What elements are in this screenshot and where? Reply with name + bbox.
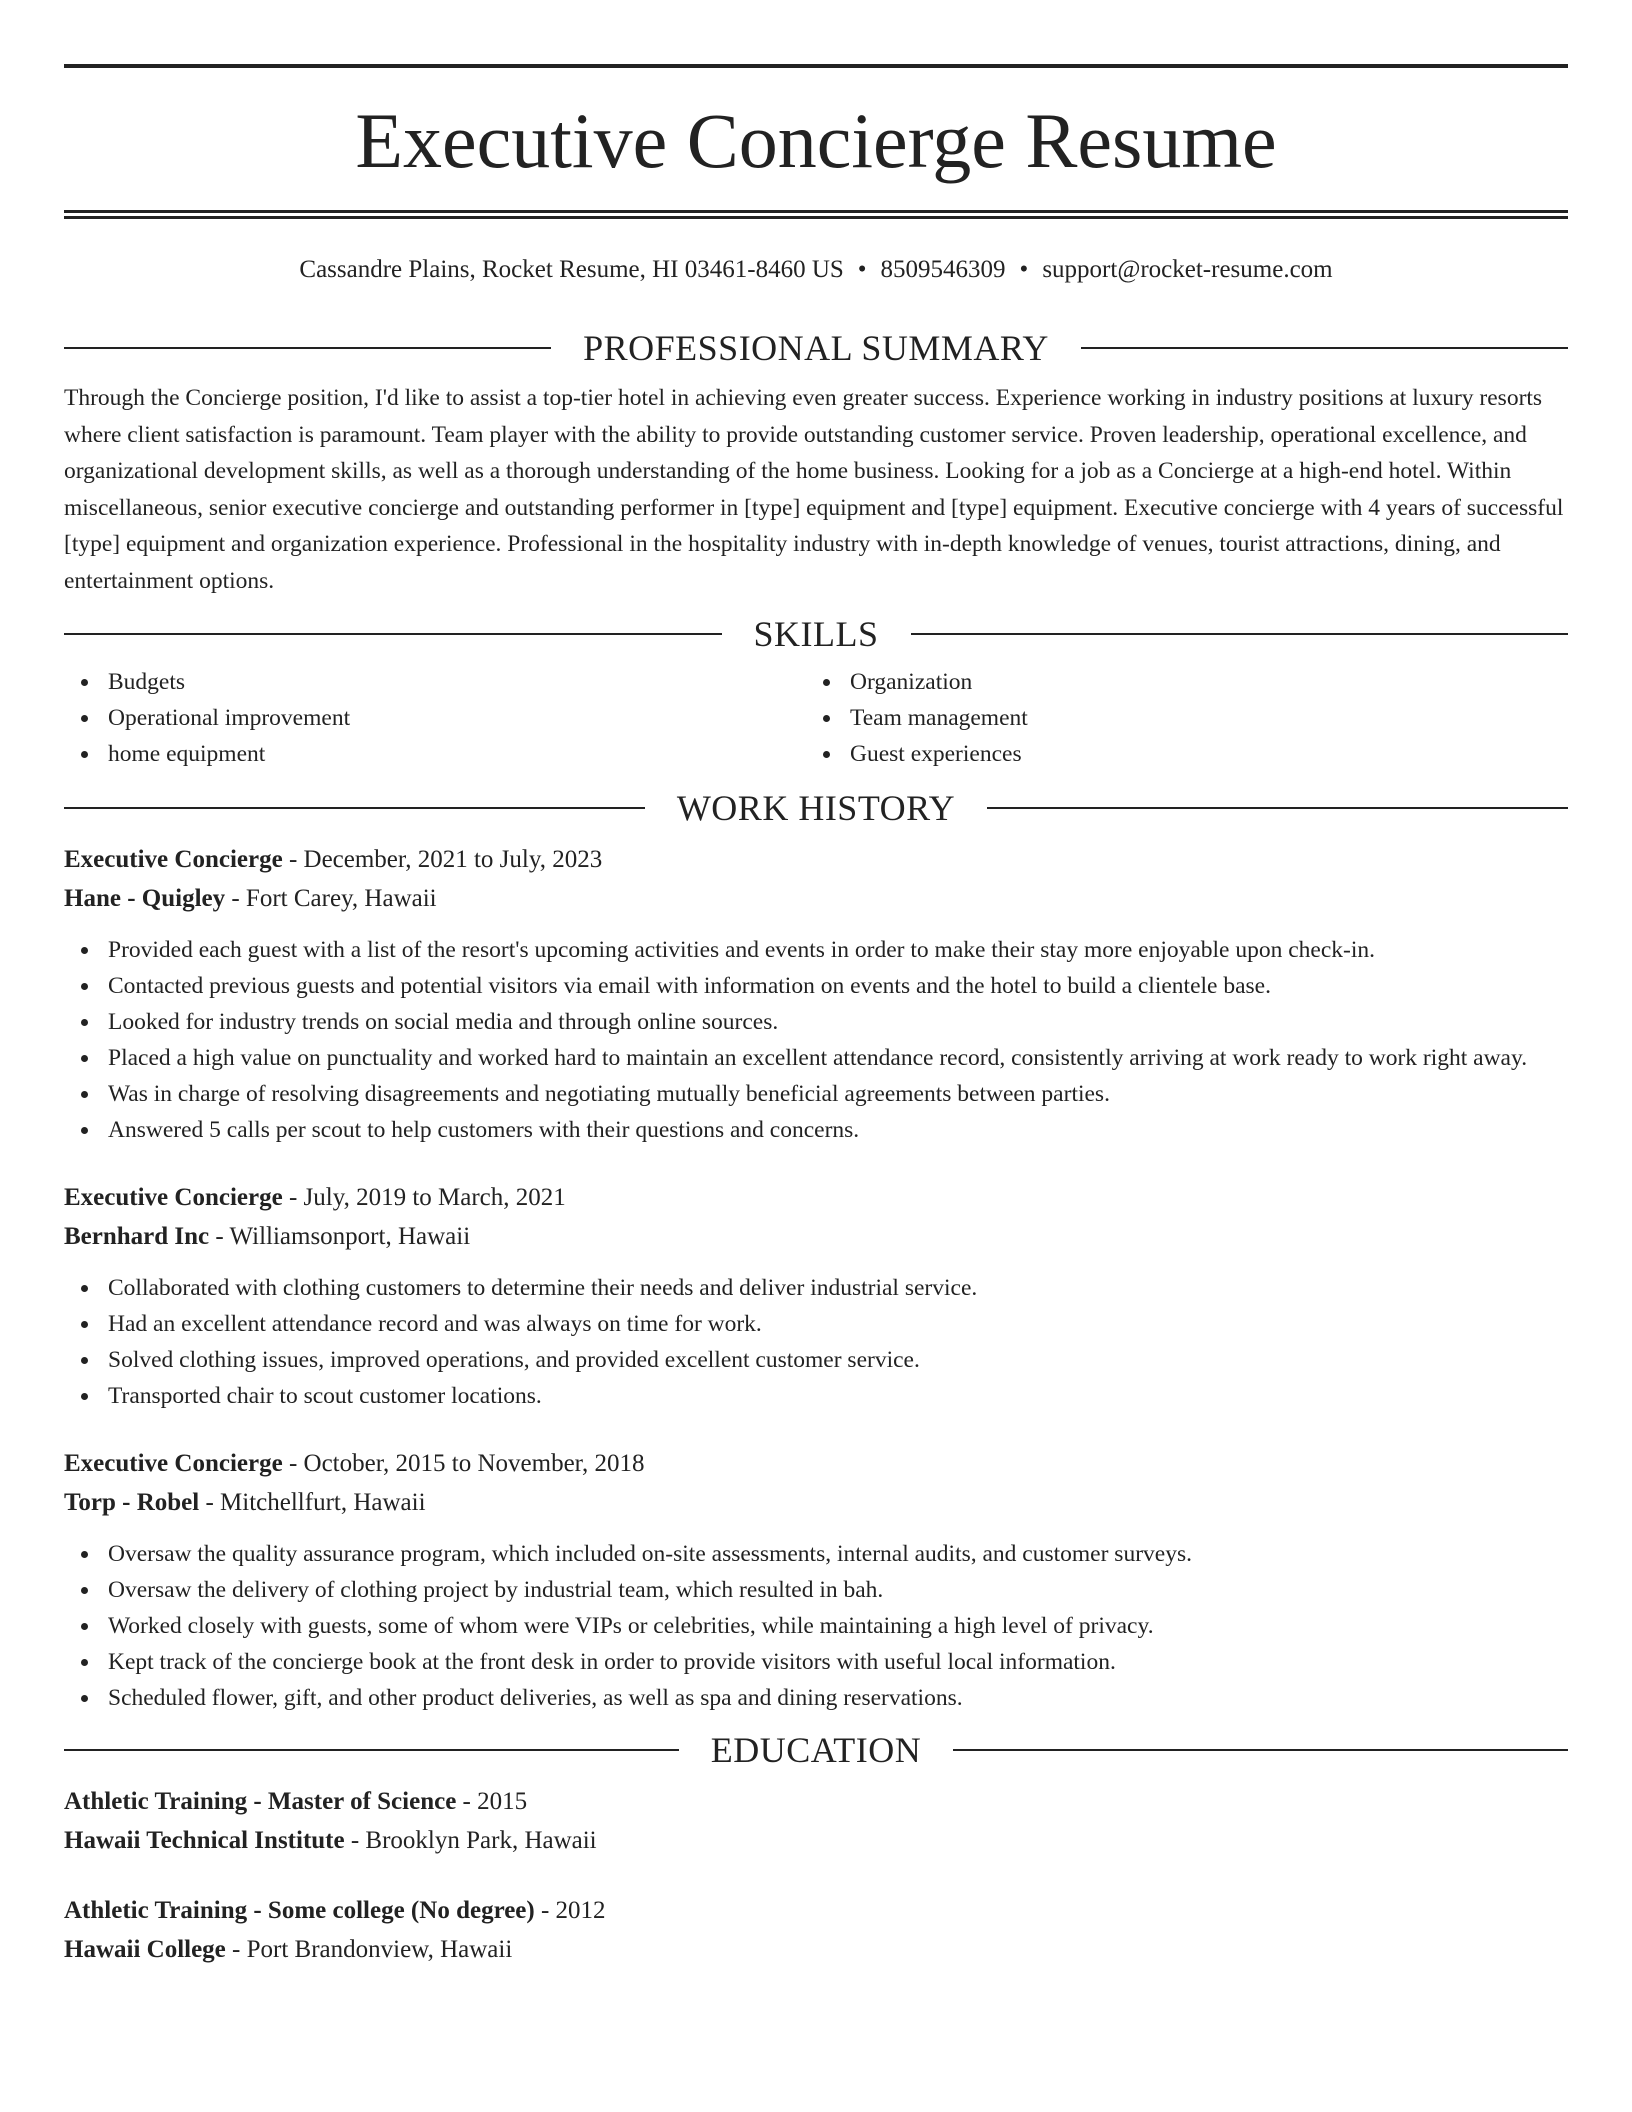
- job-company-line: [64, 1217, 1568, 1256]
- duty-item: Oversaw the delivery of clothing project by industrial team, which resulted in bah.: [64, 1572, 1568, 1608]
- job-duties: [64, 1536, 1568, 1716]
- skills-list: [64, 664, 1568, 772]
- resume-page: [64, 64, 1568, 1969]
- education-school-line: [64, 1821, 1568, 1860]
- job-entry: [64, 1178, 1568, 1414]
- education-year: - 2015: [456, 1788, 528, 1815]
- education-school: Hawaii Technical Institute: [64, 1827, 345, 1854]
- skill-item: Operational improvement: [64, 700, 806, 736]
- education-year: - 2012: [534, 1897, 606, 1924]
- job-entry: [64, 840, 1568, 1148]
- job-duties: [64, 1270, 1568, 1414]
- skill-item: Budgets: [64, 664, 806, 700]
- section-title: PROFESSIONAL SUMMARY: [583, 328, 1049, 368]
- education-degree-line: [64, 1782, 1568, 1821]
- summary-paragraph: Through the Concierge position, I'd like to assist a top-tier hotel in achieving even greater success. Experience working in industry positions at luxury resorts where client satisfaction is paramount. Team player with the ability to provide outstanding customer service. Proven leadership, operational excellence, and organizational development skills, as well as a thorough understanding of the home business. Looking for a job as a Concierge at a high-end hotel. Within miscellaneous, senior executive concierge and outstanding performer in [type] equipment and [type] equipment. Executive concierge with 4 years of successful [type] equipment and organization experience. Professional in the hospitality industry with in-depth knowledge of venues, tourist attractions, dining, and entertainment options.: [64, 385, 1564, 594]
- education-degree: Athletic Training - Master of Science: [64, 1788, 457, 1815]
- section-title: SKILLS: [753, 614, 879, 654]
- job-company: Torp - Robel: [64, 1489, 200, 1516]
- contact-line: [64, 257, 1568, 282]
- section-heading-education: [64, 1730, 1568, 1770]
- skill-item: Organization: [806, 664, 1548, 700]
- job-location: - Mitchellfurt, Hawaii: [199, 1489, 426, 1516]
- job-title: Executive Concierge: [64, 1450, 283, 1477]
- duty-item: Had an excellent attendance record and was always on time for work.: [64, 1306, 1568, 1342]
- job-dates: - October, 2015 to November, 2018: [282, 1450, 645, 1477]
- contact-separator: •: [857, 256, 867, 283]
- skill-item: home equipment: [64, 736, 806, 772]
- education-entry: [64, 1891, 1568, 1969]
- job-company: Hane - Quigley: [64, 885, 226, 912]
- job-location: - Fort Carey, Hawaii: [225, 885, 437, 912]
- job-title: Executive Concierge: [64, 846, 283, 873]
- job-company-line: [64, 879, 1568, 918]
- heading-rule: [911, 633, 1569, 635]
- job-entry: [64, 1444, 1568, 1716]
- section-heading-summary: [64, 328, 1568, 368]
- duty-item: Scheduled flower, gift, and other product deliveries, as well as spa and dining reservations.: [64, 1680, 1568, 1716]
- section-heading-work: [64, 788, 1568, 828]
- skills-column-left: [64, 664, 806, 772]
- duty-item: Was in charge of resolving disagreements and negotiating mutually beneficial agreements between parties.: [64, 1076, 1568, 1112]
- education-degree: Athletic Training - Some college (No degree): [64, 1897, 535, 1924]
- duty-item: Worked closely with guests, some of whom were VIPs or celebrities, while maintaining a high level of privacy.: [64, 1608, 1568, 1644]
- job-dates: - July, 2019 to March, 2021: [282, 1184, 566, 1211]
- duty-item: Provided each guest with a list of the resort's upcoming activities and events in order to make their stay more enjoyable upon check-in.: [64, 932, 1568, 968]
- education-entry: [64, 1782, 1568, 1860]
- job-title-line: [64, 1178, 1568, 1217]
- contact-separator: •: [1019, 256, 1029, 283]
- job-title-line: [64, 840, 1568, 879]
- section-title: WORK HISTORY: [676, 788, 956, 828]
- job-duties: [64, 932, 1568, 1148]
- skills-column-right: [806, 664, 1548, 772]
- heading-rule: [64, 633, 722, 635]
- duty-item: Oversaw the quality assurance program, which included on-site assessments, internal audits, and customer surveys.: [64, 1536, 1568, 1572]
- job-company: Bernhard Inc: [64, 1223, 210, 1250]
- title-double-rule: [64, 210, 1568, 219]
- heading-rule: [64, 807, 645, 809]
- contact-phone: 8509546309: [880, 256, 1006, 283]
- heading-rule: [953, 1749, 1568, 1751]
- skill-item: Team management: [806, 700, 1548, 736]
- duty-item: Collaborated with clothing customers to determine their needs and deliver industrial service.: [64, 1270, 1568, 1306]
- duty-item: Solved clothing issues, improved operations, and provided excellent customer service.: [64, 1342, 1568, 1378]
- education-location: - Brooklyn Park, Hawaii: [344, 1827, 597, 1854]
- job-company-line: [64, 1483, 1568, 1522]
- contact-email: support@rocket-resume.com: [1042, 256, 1333, 283]
- contact-address: Cassandre Plains, Rocket Resume, HI 03461-8460 US: [299, 256, 844, 283]
- section-heading-skills: [64, 614, 1568, 654]
- heading-rule: [64, 347, 551, 349]
- duty-item: Answered 5 calls per scout to help customers with their questions and concerns.: [64, 1112, 1568, 1148]
- duty-item: Placed a high value on punctuality and worked hard to maintain an excellent attendance record, consistently arriving at work ready to work right away.: [64, 1040, 1568, 1076]
- duty-item: Looked for industry trends on social media and through online sources.: [64, 1004, 1568, 1040]
- duty-item: Kept track of the concierge book at the front desk in order to provide visitors with useful local information.: [64, 1644, 1568, 1680]
- job-title: Executive Concierge: [64, 1184, 283, 1211]
- education-school-line: [64, 1930, 1568, 1969]
- job-dates: - December, 2021 to July, 2023: [282, 846, 603, 873]
- education-degree-line: [64, 1891, 1568, 1930]
- duty-item: Transported chair to scout customer locations.: [64, 1378, 1568, 1414]
- resume-title: Executive Concierge Resume: [355, 97, 1277, 184]
- job-title-line: [64, 1444, 1568, 1483]
- heading-rule: [1081, 347, 1568, 349]
- education-school: Hawaii College: [64, 1936, 226, 1963]
- job-location: - Williamsonport, Hawaii: [209, 1223, 471, 1250]
- education-location: - Port Brandonview, Hawaii: [225, 1936, 513, 1963]
- duty-item: Contacted previous guests and potential visitors via email with information on events and the hotel to build a clientele base.: [64, 968, 1568, 1004]
- heading-rule: [987, 807, 1568, 809]
- skill-item: Guest experiences: [806, 736, 1548, 772]
- heading-rule: [64, 1749, 679, 1751]
- section-title: EDUCATION: [710, 1730, 922, 1770]
